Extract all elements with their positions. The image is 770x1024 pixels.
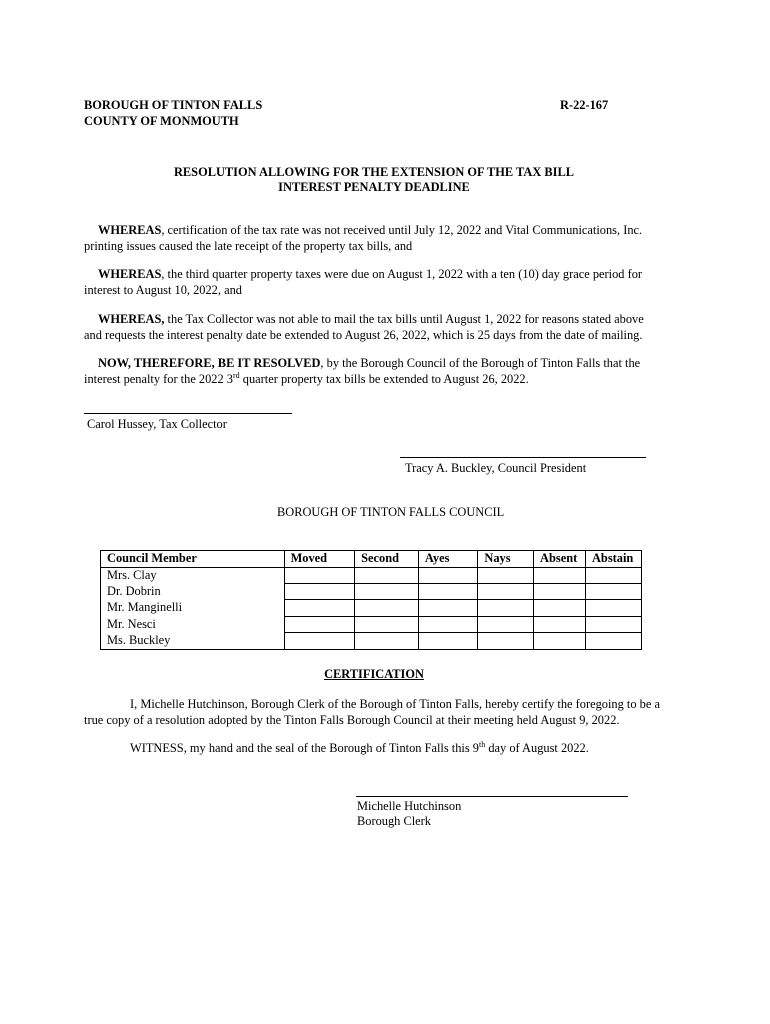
vote-cell [478, 616, 534, 632]
vote-cell [534, 616, 586, 632]
clerk-title: Borough Clerk [357, 814, 431, 828]
member-name: Ms. Buckley [101, 633, 285, 649]
whereas-lead: WHEREAS [98, 267, 162, 281]
vote-cell [284, 583, 355, 599]
vote-cell [418, 600, 478, 616]
vote-cell [284, 567, 355, 583]
vote-cell [478, 567, 534, 583]
vote-cell [355, 633, 419, 649]
vote-cell [418, 567, 478, 583]
member-name: Mrs. Clay [101, 567, 285, 583]
signature-line [400, 457, 646, 458]
signature-line [84, 413, 292, 414]
resolution-title-line2: INTEREST PENALTY DEADLINE [278, 180, 470, 194]
table-row [101, 583, 642, 599]
vote-cell [284, 616, 355, 632]
column-header: Moved [284, 551, 355, 568]
whereas-paragraph-3 [84, 311, 664, 343]
signature-line [356, 796, 628, 797]
vote-cell [534, 583, 586, 599]
column-header: Nays [478, 551, 534, 568]
superscript: th [479, 740, 486, 749]
vote-cell [585, 567, 641, 583]
whereas-paragraph-1 [84, 222, 664, 254]
vote-cell [284, 600, 355, 616]
resolution-title-line1: RESOLUTION ALLOWING FOR THE EXTENSION OF THE TAX BILL [173, 165, 575, 179]
table-row [101, 600, 642, 616]
certification-paragraph [84, 696, 664, 728]
column-header: Abstain [585, 551, 641, 568]
witness-text: WITNESS, my hand and the seal of the Borough of Tinton Falls this 9 [130, 741, 479, 755]
vote-cell [478, 583, 534, 599]
county-name: COUNTY OF MONMOUTH [84, 114, 239, 128]
vote-cell [355, 567, 419, 583]
member-name: Mr. Nesci [101, 616, 285, 632]
paragraph-text: , the third quarter property taxes were due on August 1, 2022 with a ten (10) day grace period for interest to August 10, 2022, and [84, 267, 643, 297]
vote-cell [585, 583, 641, 599]
member-name: Dr. Dobrin [101, 583, 285, 599]
clerk-name: Michelle Hutchinson [357, 799, 462, 813]
borough-name: BOROUGH OF TINTON FALLS [84, 98, 263, 112]
column-header: Second [355, 551, 419, 568]
vote-cell [585, 600, 641, 616]
vote-table [100, 550, 642, 650]
whereas-lead: WHEREAS, [98, 312, 165, 326]
vote-cell [585, 616, 641, 632]
vote-cell [355, 616, 419, 632]
table-row [101, 616, 642, 632]
paragraph-text: the Tax Collector was not able to mail the tax bills until August 1, 2022 for reasons stated above and requests the interest penalty date be extended to August 26, 2022, which is 25 days from the date of mailing. [84, 312, 644, 342]
column-header: Absent [534, 551, 586, 568]
paragraph-text: , certification of the tax rate was not received until July 12, 2022 and Vital Communications, Inc. printing issues caused the late receipt of the property tax bills, and [84, 223, 643, 253]
witness-paragraph [84, 740, 664, 756]
column-header: Council Member [101, 551, 285, 568]
vote-cell [534, 633, 586, 649]
certification-heading-text: CERTIFICATION [324, 667, 424, 681]
vote-table-header-row [101, 551, 642, 568]
vote-cell [355, 583, 419, 599]
paragraph-text: , by the Borough Council of the Borough of Tinton Falls that the interest penalty for the 2022 3 [84, 356, 641, 386]
whereas-paragraph-2 [84, 266, 664, 298]
vote-cell [418, 583, 478, 599]
vote-cell [478, 633, 534, 649]
vote-cell [478, 600, 534, 616]
resolved-lead: NOW, THEREFORE, BE IT RESOLVED [98, 356, 321, 370]
whereas-lead: WHEREAS [98, 223, 162, 237]
table-row [101, 633, 642, 649]
vote-cell [534, 567, 586, 583]
tax-collector-signature-label: Carol Hussey, Tax Collector [87, 417, 227, 431]
superscript: rd [233, 371, 240, 380]
resolved-paragraph [84, 355, 664, 387]
paragraph-text: quarter property tax bills be extended to August 26, 2022. [239, 372, 529, 386]
vote-cell [355, 600, 419, 616]
member-name: Mr. Manginelli [101, 600, 285, 616]
vote-cell [585, 633, 641, 649]
vote-cell [284, 633, 355, 649]
council-president-signature-label: Tracy A. Buckley, Council President [405, 461, 587, 475]
table-row [101, 567, 642, 583]
vote-cell [418, 616, 478, 632]
witness-text: day of August 2022. [485, 741, 589, 755]
vote-cell [418, 633, 478, 649]
certification-heading [84, 666, 664, 682]
vote-cell [534, 600, 586, 616]
council-heading: BOROUGH OF TINTON FALLS COUNCIL [277, 505, 505, 519]
column-header: Ayes [418, 551, 478, 568]
certification-text: I, Michelle Hutchinson, Borough Clerk of the Borough of Tinton Falls, hereby certify the foregoing to be a true copy of a resolution adopted by the Tinton Falls Borough Council at their meeting held August 9, 2022. [84, 697, 660, 727]
resolution-number: R-22-167 [560, 98, 609, 112]
